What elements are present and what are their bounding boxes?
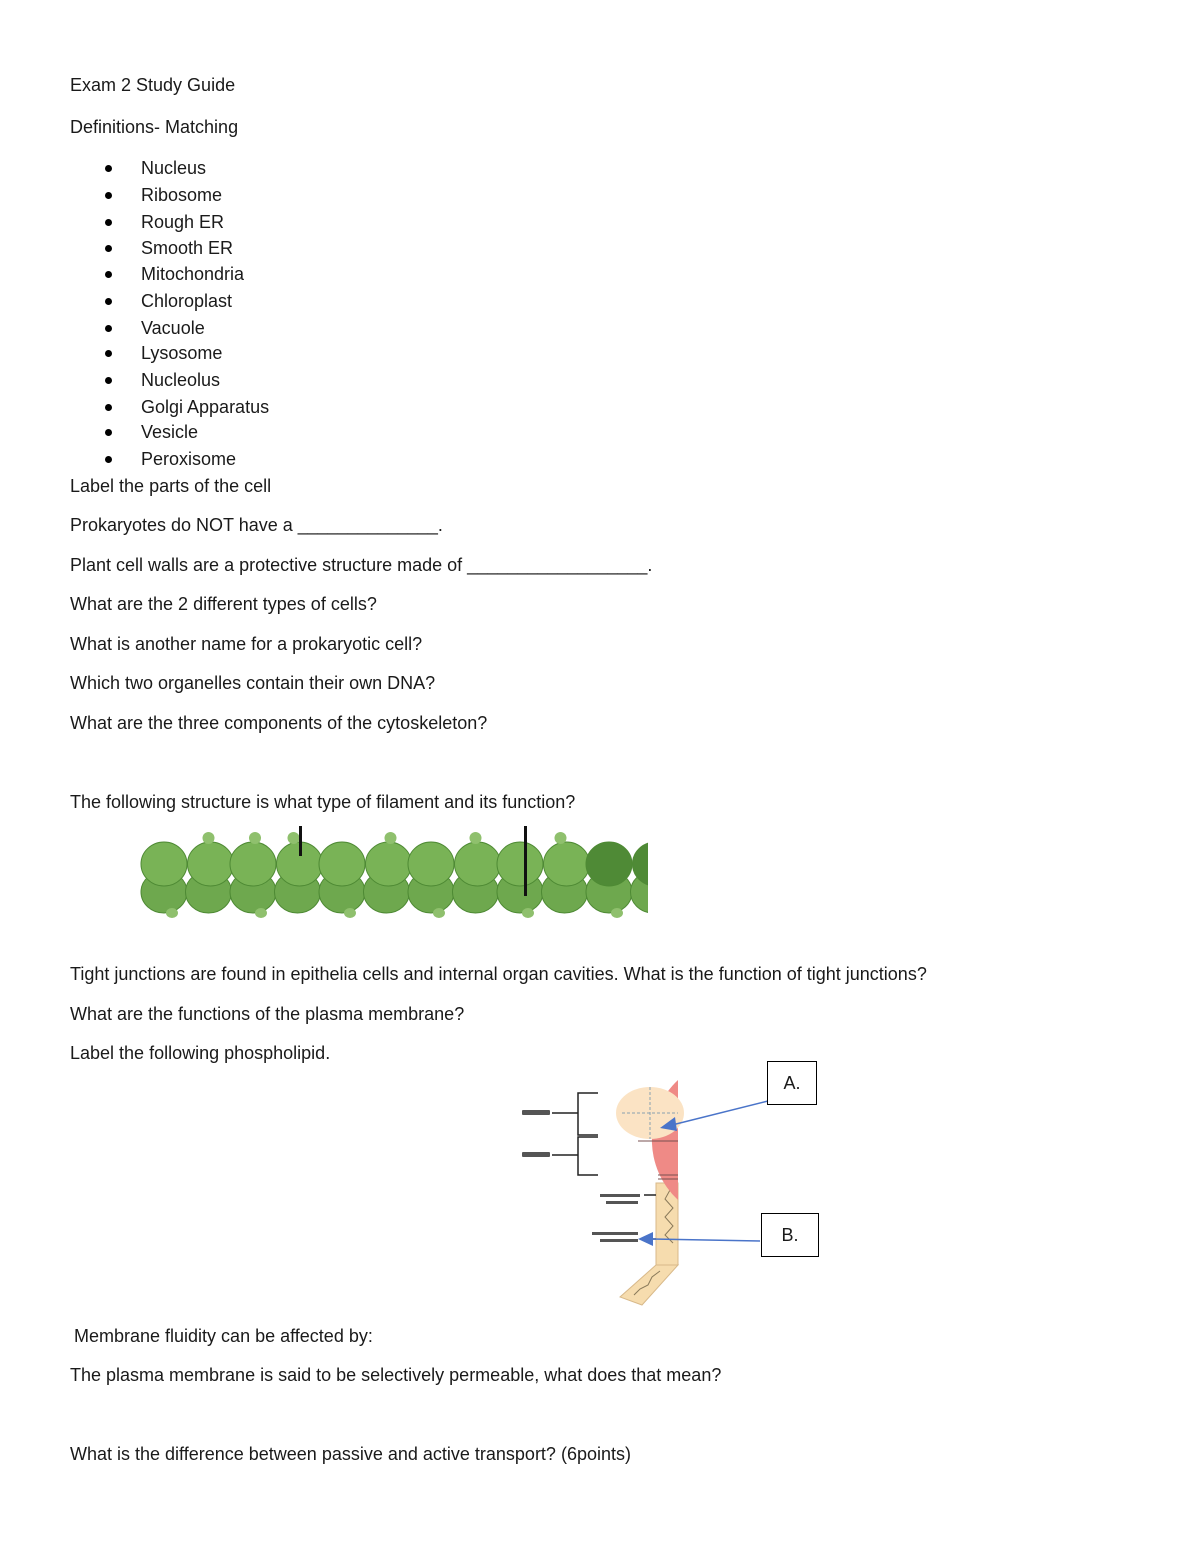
question-cell-walls: Plant cell walls are a protective structure made of __________________.: [70, 555, 653, 575]
monomer-knob: [385, 832, 397, 844]
monomer-knob: [522, 908, 534, 918]
question-filament: The following structure is what type of filament and its function?: [70, 792, 576, 812]
question-fluidity: Membrane fluidity can be affected by:: [74, 1326, 373, 1346]
actin-monomer: [319, 842, 365, 886]
question-cytoskeleton: What are the three components of the cytoskeleton?: [70, 713, 488, 733]
question-permeable: The plasma membrane is said to be selectively permeable, what does that mean?: [70, 1365, 722, 1385]
actin-monomer: [366, 842, 412, 886]
faint-annotations: [522, 1110, 640, 1242]
monomer-knob: [288, 832, 300, 844]
page-title: Exam 2 Study Guide: [70, 75, 236, 95]
actin-monomer: [497, 842, 543, 886]
question-transport: What is the difference between passive and active transport? (6points): [70, 1444, 631, 1464]
question-prokaryotes: Prokaryotes do NOT have a ______________.: [70, 515, 443, 535]
monomer-knob: [255, 908, 267, 918]
question-label-cell: Label the parts of the cell: [70, 476, 272, 496]
monomer-knob: [555, 832, 567, 844]
question-two-types: What are the 2 different types of cells?: [70, 594, 377, 614]
monomer-knob: [344, 908, 356, 918]
actin-monomer: [141, 842, 187, 886]
filament-marker: [299, 826, 302, 856]
actin-monomer: [230, 842, 276, 886]
actin-monomer: [586, 842, 632, 886]
monomer-knob: [433, 908, 445, 918]
label-box-a: A.: [767, 1061, 817, 1105]
monomer-knob: [203, 832, 215, 844]
question-tight-junctions: Tight junctions are found in epithelia cells and internal organ cavities. What is the function of tight junctions?: [70, 964, 927, 984]
monomer-knob: [611, 908, 623, 918]
actin-monomer: [188, 842, 234, 886]
actin-monomer: [544, 842, 590, 886]
question-own-dna: Which two organelles contain their own DNA?: [70, 673, 436, 693]
question-membrane-functions: What are the functions of the plasma membrane?: [70, 1004, 465, 1024]
phospholipid-diagram: [510, 1075, 830, 1310]
question-another-name: What is another name for a prokaryotic cell?: [70, 634, 423, 654]
monomer-knob: [249, 832, 261, 844]
question-phospholipid: Label the following phospholipid.: [70, 1043, 331, 1063]
actin-monomer: [408, 842, 454, 886]
monomer-knob: [166, 908, 178, 918]
definitions-heading: Definitions- Matching: [70, 117, 239, 137]
actin-filament-illustration: [138, 822, 650, 922]
monomer-knob: [470, 832, 482, 844]
filament-marker: [524, 826, 527, 896]
label-box-b: B.: [761, 1213, 819, 1257]
hydrophilic-head: [616, 1080, 684, 1200]
actin-monomer: [455, 842, 501, 886]
